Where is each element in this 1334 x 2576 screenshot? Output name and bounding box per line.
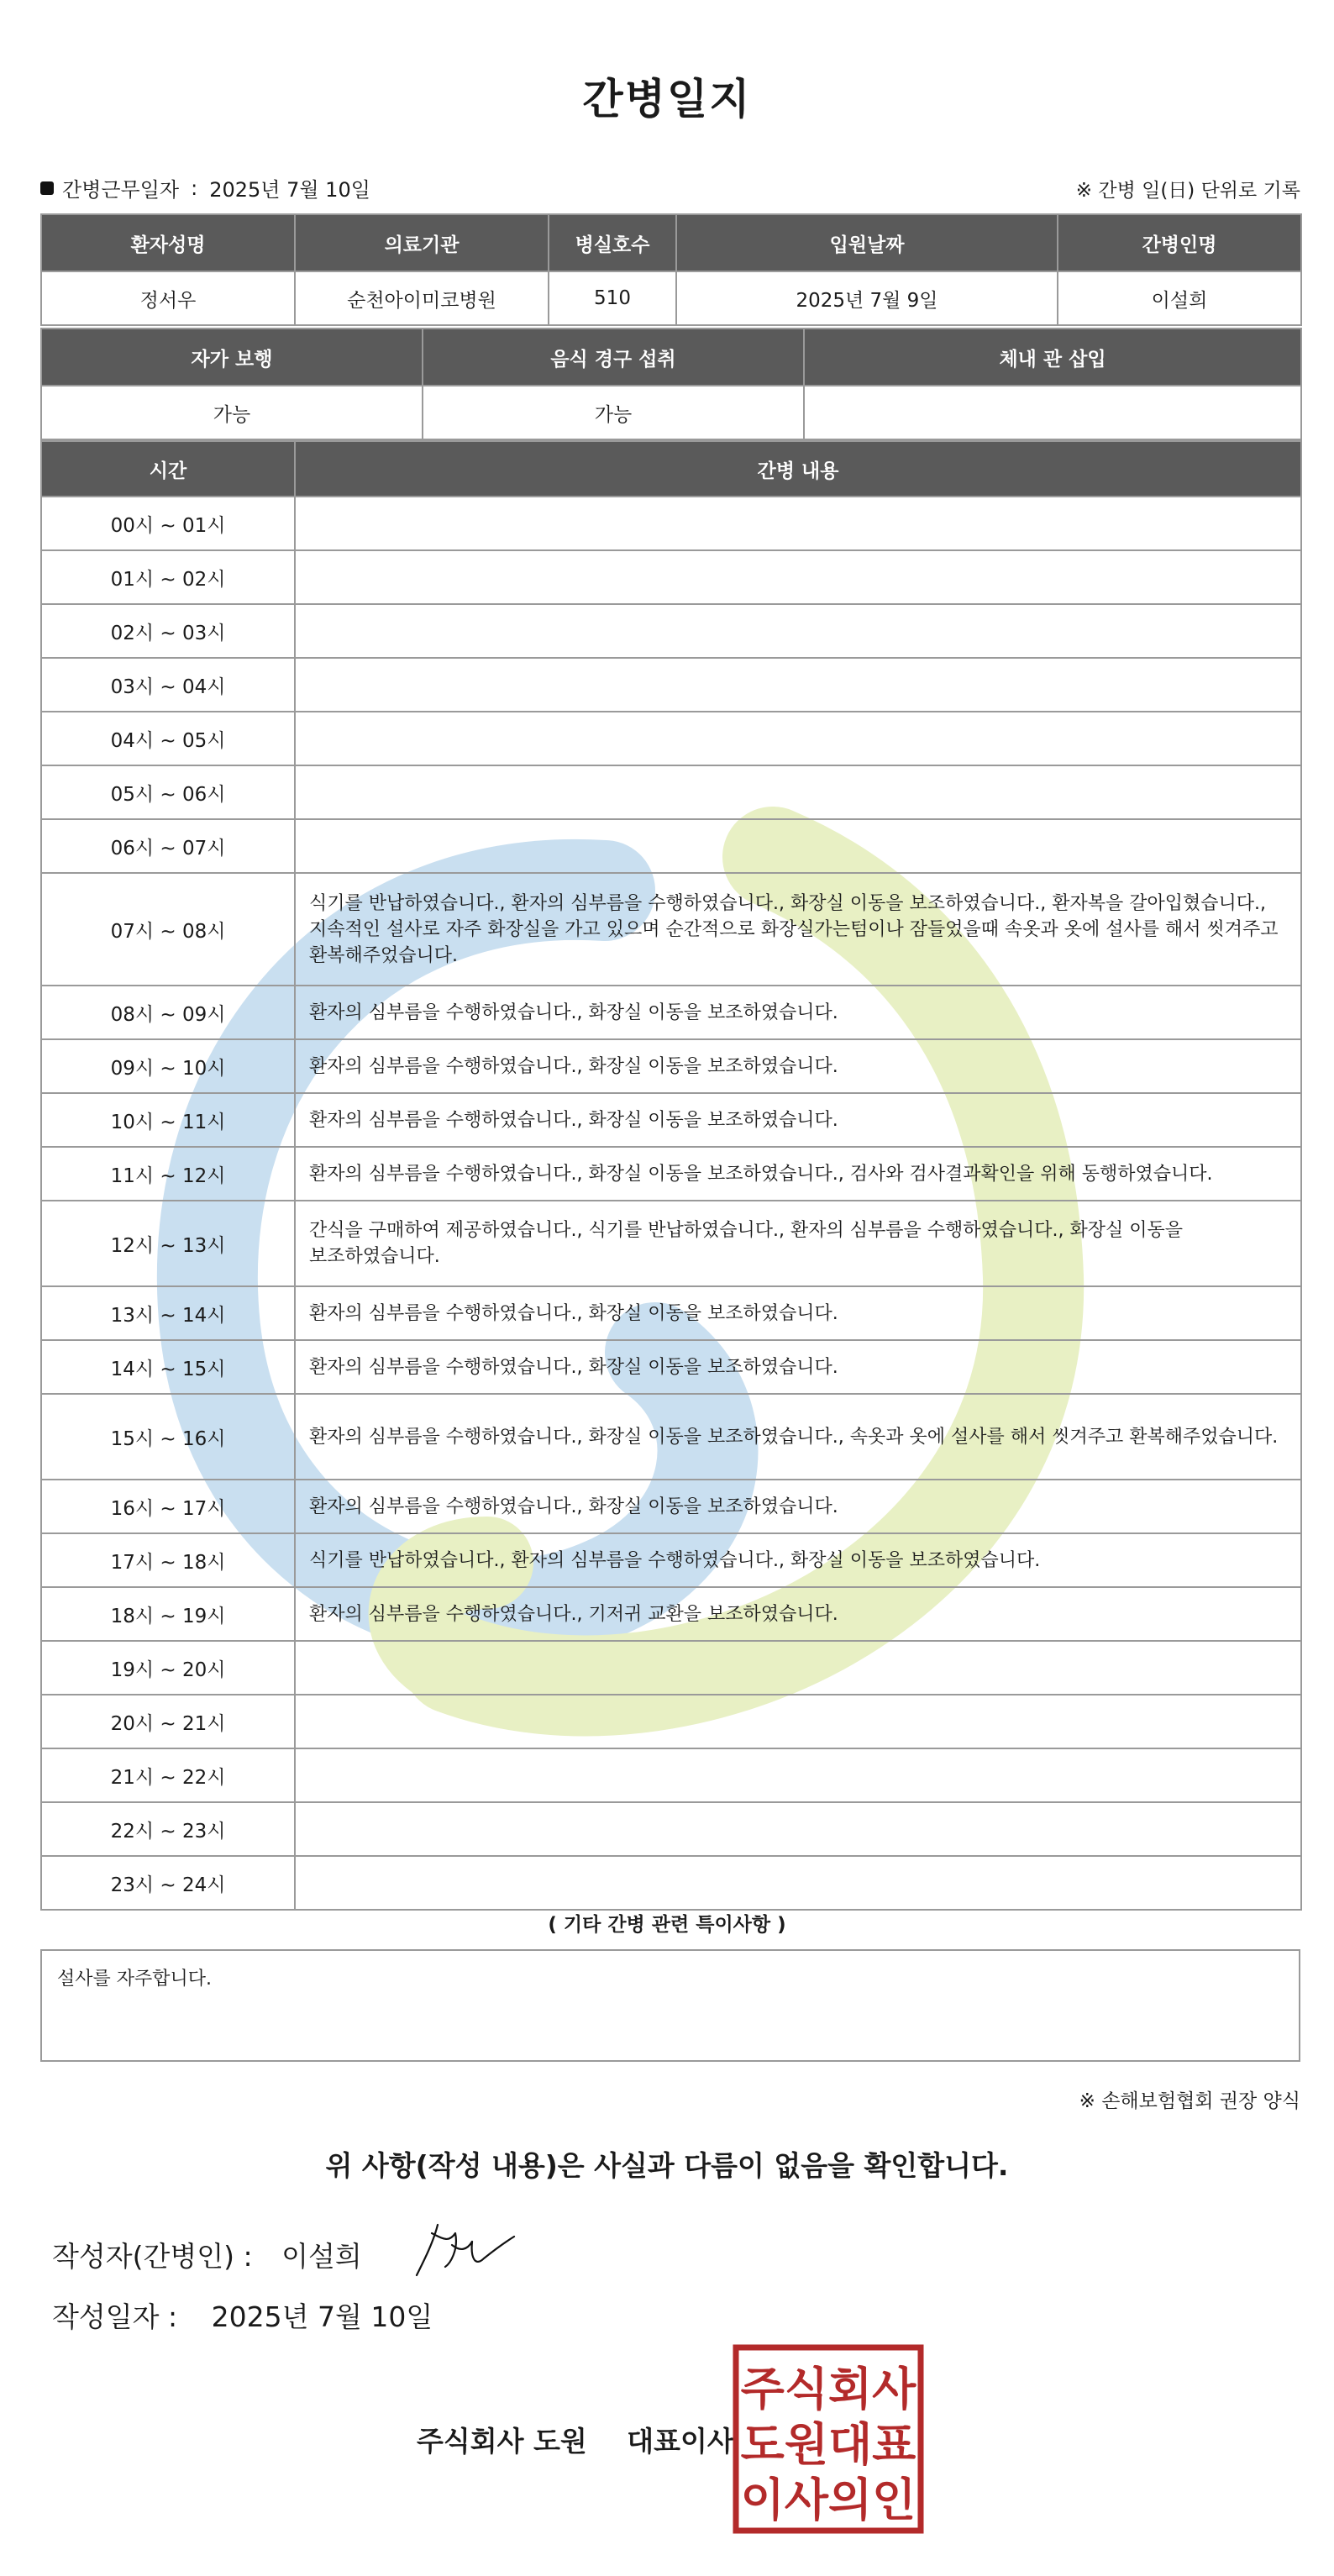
time-slot: 06시 ~ 07시 — [41, 819, 295, 873]
time-slot: 13시 ~ 14시 — [41, 1286, 295, 1340]
care-log-row — [41, 1147, 1301, 1201]
time-slot: 01시 ~ 02시 — [41, 550, 295, 604]
care-log-row — [41, 1480, 1301, 1533]
remarks-title: ( 기타 간병 관련 특이사항 ) — [548, 1914, 786, 1936]
writer-name: 이설희 — [281, 2240, 362, 2273]
time-slot: 07시 ~ 08시 — [41, 873, 295, 986]
patient-info-table — [40, 213, 1302, 326]
seal-line-3: 이사의인 — [740, 2473, 916, 2526]
time-slot: 08시 ~ 09시 — [41, 986, 295, 1039]
company-name: 주식회사 도원 — [417, 2425, 587, 2458]
care-note — [295, 1748, 1301, 1802]
time-slot: 05시 ~ 06시 — [41, 765, 295, 819]
care-log-row — [41, 497, 1301, 550]
self-walking-value: 가능 — [41, 386, 423, 439]
care-log-row — [41, 1201, 1301, 1286]
care-log-row — [41, 1533, 1301, 1587]
writer-label: 작성자(간병인) : — [52, 2240, 253, 2273]
care-log-row — [41, 658, 1301, 712]
confirmation-statement: 위 사항(작성 내용)은 사실과 다름이 없음을 확인합니다. — [325, 2149, 1009, 2182]
care-note: 환자의 심부름을 수행하였습니다., 화장실 이동을 보조하였습니다. — [295, 1093, 1301, 1147]
care-log-row — [41, 1641, 1301, 1695]
admission-date: 2025년 7월 9일 — [676, 271, 1058, 325]
header-room: 병실호수 — [549, 214, 676, 271]
care-note — [295, 550, 1301, 604]
care-log-row — [41, 765, 1301, 819]
time-slot: 18시 ~ 19시 — [41, 1587, 295, 1641]
care-note: 환자의 심부름을 수행하였습니다., 화장실 이동을 보조하였습니다. — [295, 1039, 1301, 1093]
time-slot: 15시 ~ 16시 — [41, 1394, 295, 1480]
written-date-value: 2025년 7월 10일 — [211, 2300, 433, 2333]
care-log-row — [41, 1039, 1301, 1093]
time-slot: 00시 ~ 01시 — [41, 497, 295, 550]
written-date-line — [52, 2295, 433, 2335]
company-line — [417, 2420, 734, 2459]
header-time: 시간 — [41, 441, 295, 497]
caregiver-name: 이설희 — [1058, 271, 1301, 325]
care-note — [295, 497, 1301, 550]
time-slot: 21시 ~ 22시 — [41, 1748, 295, 1802]
patient-info-value-row — [41, 271, 1301, 325]
patient-status-table — [40, 328, 1302, 440]
care-log-row — [41, 819, 1301, 873]
care-note — [295, 712, 1301, 765]
care-log-row — [41, 1695, 1301, 1748]
time-slot: 03시 ~ 04시 — [41, 658, 295, 712]
care-note — [295, 1802, 1301, 1856]
room-number: 510 — [549, 271, 676, 325]
bullet-square-icon — [40, 181, 54, 195]
care-note: 식기를 반납하였습니다., 환자의 심부름을 수행하였습니다., 화장실 이동을 보조하였습니다., 환자복을 갈아입혔습니다., 지속적인 설사로 자주 화장실을 가고 있으며 순간적으로 화장실가는텀이나 잠들었을때 속옷과 옷에 설사를 해서 씻겨주고 환복해주었습니다. — [295, 873, 1301, 986]
care-note: 환자의 심부름을 수행하였습니다., 화장실 이동을 보조하였습니다. — [295, 1480, 1301, 1533]
handwritten-signature — [400, 2208, 526, 2292]
header-admission-date: 입원날짜 — [676, 214, 1058, 271]
care-note — [295, 1856, 1301, 1910]
care-note — [295, 658, 1301, 712]
seal-line-2: 도원대표 — [740, 2418, 916, 2471]
tube-insertion-value — [804, 386, 1301, 439]
care-log-header-row — [41, 441, 1301, 497]
care-note: 환자의 심부름을 수행하였습니다., 화장실 이동을 보조하였습니다. — [295, 1340, 1301, 1394]
care-log-row — [41, 1856, 1301, 1910]
care-note: 환자의 심부름을 수행하였습니다., 화장실 이동을 보조하였습니다. — [295, 986, 1301, 1039]
time-slot: 09시 ~ 10시 — [41, 1039, 295, 1093]
time-slot: 19시 ~ 20시 — [41, 1641, 295, 1695]
care-note: 환자의 심부름을 수행하였습니다., 화장실 이동을 보조하였습니다., 검사와 검사결과확인을 위해 동행하였습니다. — [295, 1147, 1301, 1201]
time-slot: 23시 ~ 24시 — [41, 1856, 295, 1910]
care-log-row — [41, 1587, 1301, 1641]
document-title: 간병일지 — [582, 75, 752, 124]
status-value-row — [41, 386, 1301, 439]
written-date-label: 작성일자 : — [52, 2300, 178, 2333]
care-log-row — [41, 986, 1301, 1039]
company-ceo-title: 대표이사 — [627, 2425, 734, 2458]
care-note — [295, 765, 1301, 819]
care-log-row — [41, 1286, 1301, 1340]
time-slot: 02시 ~ 03시 — [41, 604, 295, 658]
care-log-row — [41, 1093, 1301, 1147]
remarks-box: 설사를 자주합니다. — [40, 1949, 1300, 2062]
time-slot: 16시 ~ 17시 — [41, 1480, 295, 1533]
care-note — [295, 1641, 1301, 1695]
header-hospital: 의료기관 — [295, 214, 549, 271]
care-note: 환자의 심부름을 수행하였습니다., 화장실 이동을 보조하였습니다. — [295, 1286, 1301, 1340]
seal-line-1: 주식회사 — [740, 2363, 916, 2416]
care-log-row — [41, 1748, 1301, 1802]
company-seal-stamp — [733, 2344, 924, 2534]
care-note — [295, 819, 1301, 873]
time-slot: 04시 ~ 05시 — [41, 712, 295, 765]
care-note — [295, 1695, 1301, 1748]
recommend-note: ※ 손해보험협회 권장 양식 — [1079, 2090, 1300, 2112]
care-note: 식기를 반납하였습니다., 환자의 심부름을 수행하였습니다., 화장실 이동을 보조하였습니다. — [295, 1533, 1301, 1587]
time-slot: 10시 ~ 11시 — [41, 1093, 295, 1147]
header-care-content: 간병 내용 — [295, 441, 1301, 497]
header-self-walking: 자가 보행 — [41, 329, 423, 386]
care-log-row — [41, 1802, 1301, 1856]
oral-intake-value: 가능 — [423, 386, 804, 439]
header-caregiver-name: 간병인명 — [1058, 214, 1301, 271]
care-log-row — [41, 1340, 1301, 1394]
patient-info-header-row — [41, 214, 1301, 271]
time-slot: 20시 ~ 21시 — [41, 1695, 295, 1748]
status-header-row — [41, 329, 1301, 386]
care-note — [295, 604, 1301, 658]
work-date-line — [40, 173, 370, 202]
hospital-name: 순천아이미코병원 — [295, 271, 549, 325]
care-log-row — [41, 873, 1301, 986]
care-note: 환자의 심부름을 수행하였습니다., 기저귀 교환을 보조하였습니다. — [295, 1587, 1301, 1641]
patient-name: 정서우 — [41, 271, 295, 325]
time-slot: 22시 ~ 23시 — [41, 1802, 295, 1856]
care-log-row — [41, 712, 1301, 765]
work-date-label: 간병근무일자 — [62, 178, 180, 202]
time-slot: 12시 ~ 13시 — [41, 1201, 295, 1286]
time-slot: 14시 ~ 15시 — [41, 1340, 295, 1394]
writer-line — [52, 2235, 362, 2274]
header-tube-insertion: 체내 관 삽입 — [804, 329, 1301, 386]
header-oral-intake: 음식 경구 섭취 — [423, 329, 804, 386]
care-note: 간식을 구매하여 제공하였습니다., 식기를 반납하였습니다., 환자의 심부름을 수행하였습니다., 화장실 이동을 보조하였습니다. — [295, 1201, 1301, 1286]
work-date-value: 2025년 7월 10일 — [209, 178, 370, 202]
care-note: 환자의 심부름을 수행하였습니다., 화장실 이동을 보조하였습니다., 속옷과 옷에 설사를 해서 씻겨주고 환복해주었습니다. — [295, 1394, 1301, 1480]
work-date-separator: : — [191, 176, 198, 200]
time-slot: 11시 ~ 12시 — [41, 1147, 295, 1201]
header-patient-name: 환자성명 — [41, 214, 295, 271]
record-unit-note: ※ 간병 일(日) 단위로 기록 — [1075, 180, 1300, 202]
hourly-care-log-table — [40, 440, 1302, 1911]
care-log-row — [41, 604, 1301, 658]
care-log-row — [41, 1394, 1301, 1480]
time-slot: 17시 ~ 18시 — [41, 1533, 295, 1587]
care-log-row — [41, 550, 1301, 604]
